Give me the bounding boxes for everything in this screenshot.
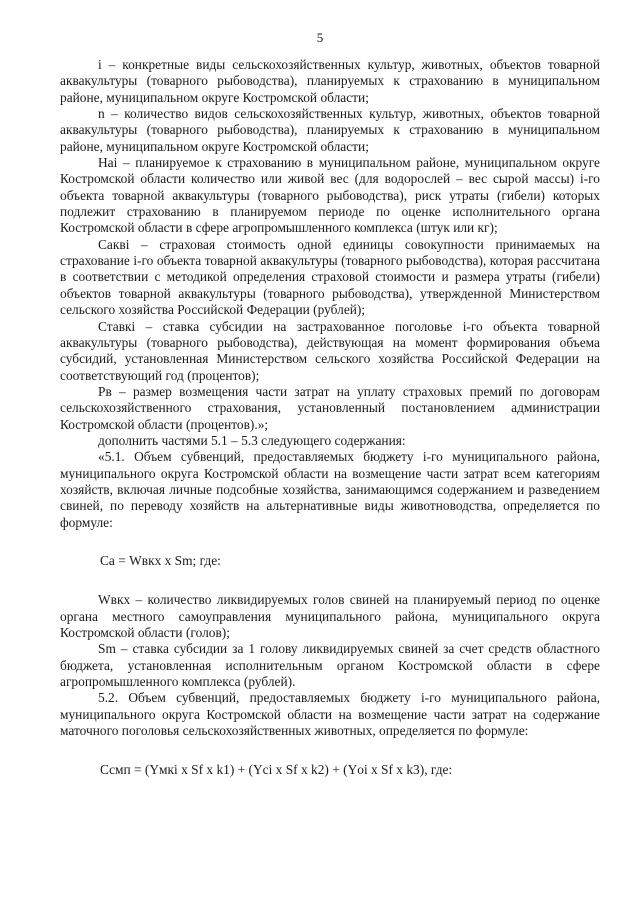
paragraph-stavki-definition: Ставкі – ставка субсидии на застрахованное поголовье i-го объекта товарной аквакультуры (товарного рыбоводства), действующая на момент формирования объема субсидий, установленная Министерством сельского хозяйства Российской Федерации на соответствующий год (процентов);	[60, 318, 600, 383]
paragraph-sm-definition: Sm – ставка субсидии за 1 голову ликвидируемых свиней за счет средств областного бюджета, установленная исполнительным органом Костромской области в сфере агропромышленного комплекса (рублей).	[60, 641, 600, 690]
paragraph-n-definition: n – количество видов сельскохозяйственных культур, животных, объектов товарной аквакультуры (товарного рыбоводства), планируемых к страхованию в муниципальном районе, муниципальном округе Костромской области;	[60, 106, 600, 154]
formula-csmp: Ссмп = (Yмкі x Sf x k1) + (Yсі x Sf x k2) + (Yоі x Sf x k3), где:	[100, 762, 453, 778]
paragraph-sakvi-definition: Сакві – страховая стоимость одной единицы совокупности принимаемых на страхование i-го объекта товарной аквакультуры (товарного рыбоводства), которая рассчитана в соответствии с методикой определения страховой стоимости и размера утраты (гибели) объектов товарной аквакультуры (товарного рыбоводства), утвержденной Министерством сельского хозяйства Российской Федерации (рублей);	[60, 236, 600, 318]
formula-ca: Са = Wвкх x Sm; где:	[100, 552, 221, 568]
paragraph-wvkh-definition: Wвкх – количество ликвидируемых голов свиней на планируемый период по оценке органа местного самоуправления муниципального района, муниципального округа Костромской области (голов);	[60, 592, 600, 640]
paragraph-section-5-1: «5.1. Объем субвенций, предоставляемых бюджету i-го муниципального района, муниципального округа Костромской области на возмещение части затрат всем категориям хозяйств, включая личные подсобные хозяйства, занимающимся содержанием и разведением свиней, по переводу хозяйств на альтернативные виды животноводства, определяется по формуле:	[60, 449, 600, 530]
paragraph-i-definition: i – конкретные виды сельскохозяйственных культур, животных, объектов товарной аквакультуры (товарного рыбоводства), планируемых к страхованию в муниципальном районе, муниципальном округе Костромской области;	[60, 57, 600, 105]
document-body	[60, 57, 600, 779]
paragraph-rv-definition: Рв – размер возмещения части затрат на уплату страховых премий по договорам сельскохозяйственного страхования, установленный постановлением администрации Костромской области (процентов).»;	[60, 383, 600, 432]
paragraph-hai-definition: Наi – планируемое к страхованию в муниципальном районе, муниципальном округе Костромской области количество или живой вес (для водорослей – вес сырой массы) i-го объекта товарной аквакультуры (товарного рыбоводства), риск утраты (гибели) которых подлежит страхованию в планируемом периоде по оценке исполнительного органа Костромской области в сфере агропромышленного комплекса (штук или кг);	[60, 155, 600, 236]
paragraph-amendment-intro: дополнить частями 5.1 – 5.3 следующего содержания:	[98, 432, 406, 448]
paragraph-section-5-2: 5.2. Объем субвенций, предоставляемых бюджету i-го муниципального района, муниципального округа Костромской области на возмещение части затрат на содержание маточного поголовья сельскохозяйственных животных, определяется по формуле:	[60, 690, 600, 739]
page-number: 5	[316, 30, 324, 45]
